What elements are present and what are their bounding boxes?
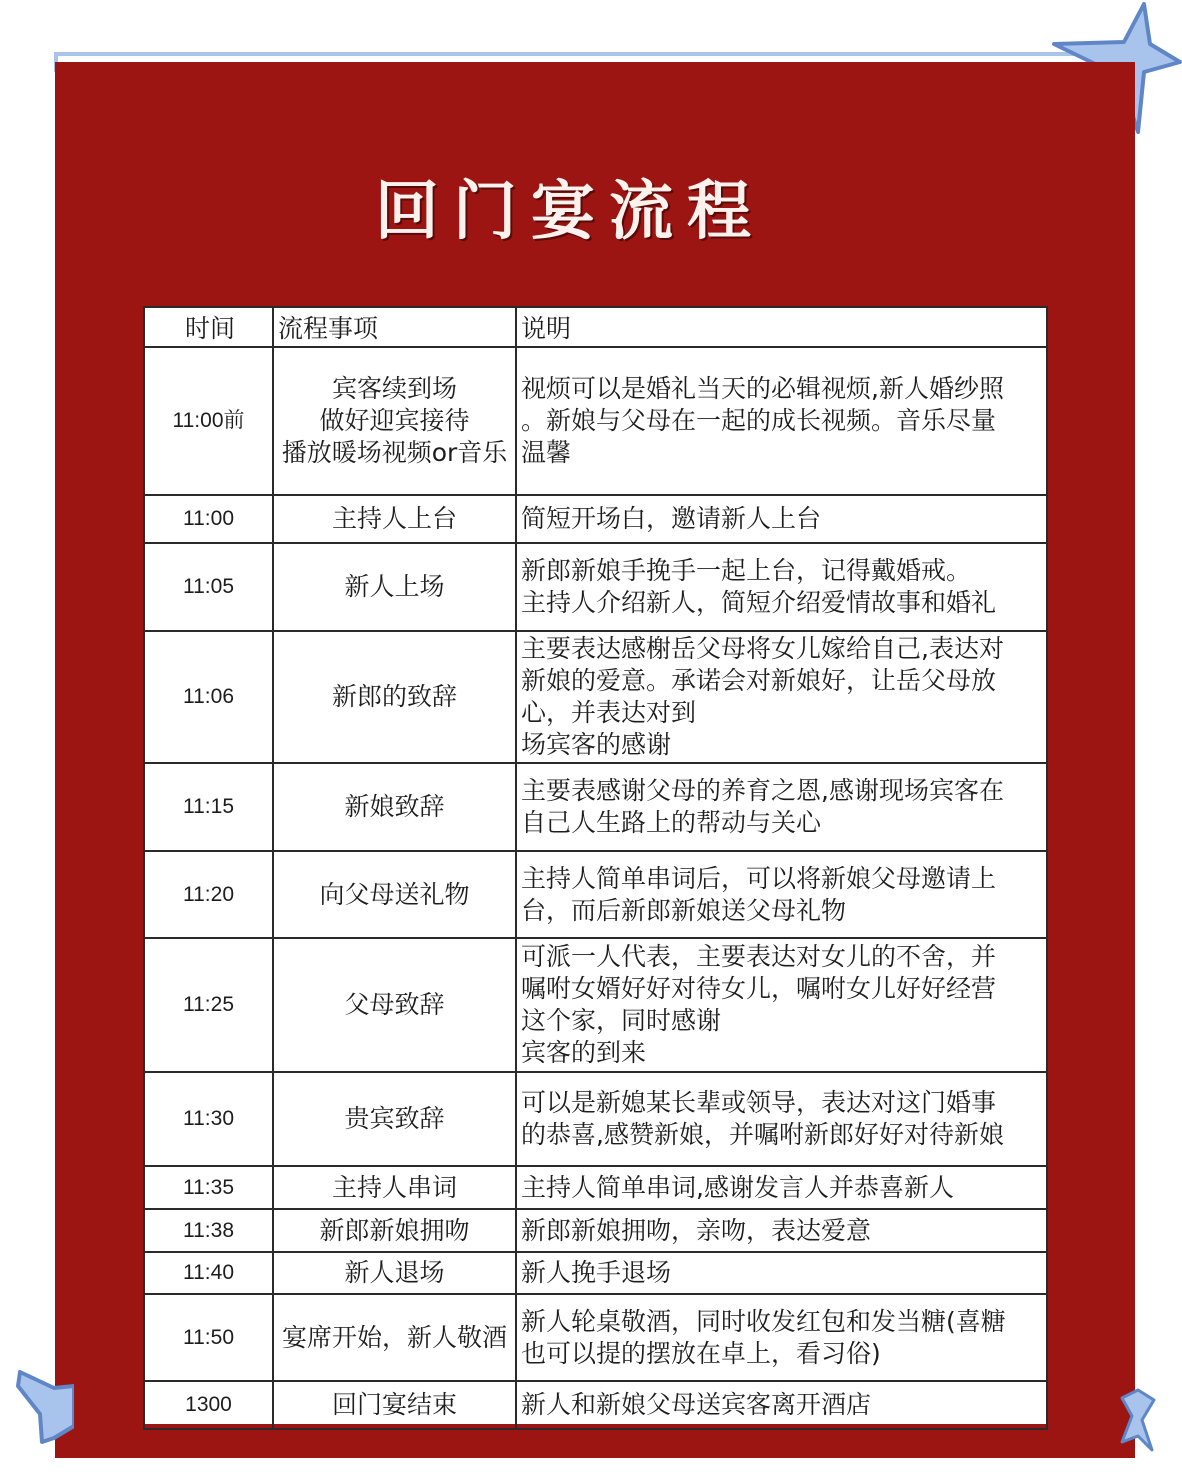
cell-description-line: 这个家，同时感谢	[521, 1006, 722, 1035]
cell-description	[516, 1252, 1047, 1294]
cell-time: 11:00前	[144, 347, 273, 495]
cell-description	[516, 763, 1047, 851]
cell-description	[516, 543, 1047, 631]
cell-description-line: 新郎新娘拥吻，亲吻，表达爱意	[521, 1215, 872, 1245]
cell-item-line: 主持人串词	[331, 1172, 457, 1202]
cell-item	[273, 851, 516, 938]
cell-item-line: 新郎新娘拥吻	[319, 1215, 470, 1245]
cell-item	[273, 1209, 516, 1252]
cell-time: 11:40	[144, 1252, 273, 1294]
cell-item	[273, 543, 516, 631]
cell-item	[273, 1252, 516, 1294]
cell-description	[516, 938, 1047, 1072]
cell-description-line: 场宾客的感谢	[521, 730, 672, 759]
cell-description	[516, 1381, 1047, 1429]
cell-item-line: 回门宴结束	[331, 1390, 457, 1419]
cell-description-line: 台，而后新郎新娘送父母礼物	[521, 895, 847, 925]
cell-description-line: 也可以提的摆放在卓上，看习俗)	[521, 1338, 881, 1368]
table-row	[144, 763, 1047, 851]
cell-item-line: 向父母送礼物	[319, 879, 470, 909]
star-icon	[1118, 1386, 1158, 1456]
cell-description	[516, 347, 1047, 495]
table-row	[144, 1166, 1047, 1209]
cell-description-line: 简短开场白，邀请新人上台	[521, 504, 822, 533]
cell-time: 11:15	[144, 763, 273, 851]
cell-description-line: 宾客的到来	[521, 1038, 647, 1067]
schedule-table	[143, 306, 1046, 1424]
table-row	[144, 495, 1047, 543]
cell-item-line: 主持人上台	[331, 504, 457, 533]
cell-description-line: 新人和新娘父母送宾客离开酒店	[521, 1390, 872, 1419]
cell-description-line: 主要表感谢父母的养育之恩,感谢现场宾客在	[521, 776, 1004, 805]
cell-description-line: 主持人简单串词后，可以将新娘父母邀请上	[521, 863, 997, 893]
cell-item	[273, 631, 516, 763]
cell-item	[273, 763, 516, 851]
cell-description-line: 新娘的爱意。承诺会对新娘好，让岳父母放	[521, 666, 997, 695]
cell-time: 11:30	[144, 1072, 273, 1166]
cell-description-line: 主要表达感榭岳父母将女儿嫁给自己,表达对	[521, 634, 1004, 663]
table-row	[144, 938, 1047, 1072]
cell-description-line: 新郎新娘手挽手一起上台，记得戴婚戒。	[521, 556, 972, 585]
cell-item-line: 新郎的致辞	[331, 682, 457, 711]
cell-time: 11:50	[144, 1294, 273, 1381]
cell-item	[273, 495, 516, 543]
cell-description-line: 主持人介绍新人，简短介绍爱情故事和婚礼	[521, 588, 997, 617]
cell-description	[516, 851, 1047, 938]
cell-item-line: 贵宾致辞	[344, 1104, 445, 1133]
cell-description-line: 新人挽手退场	[521, 1258, 672, 1287]
cell-time: 11:05	[144, 543, 273, 631]
cell-time: 11:00	[144, 495, 273, 543]
cell-description-line: 的恭喜,感赞新娘，并嘱咐新郎好好对待新娘	[521, 1120, 1004, 1149]
cell-description-line: 可以是新媳某长辈或领导，表达对这门婚事	[521, 1088, 997, 1117]
cell-description	[516, 631, 1047, 763]
table-row	[144, 1072, 1047, 1166]
table-row	[144, 347, 1047, 495]
decorative-top-line	[56, 52, 1146, 56]
cell-item	[273, 1166, 516, 1209]
cell-description	[516, 1072, 1047, 1166]
cell-item	[273, 1294, 516, 1381]
table-row	[144, 631, 1047, 763]
cell-description-line: 主持人简单串词,感谢发言人并恭喜新人	[521, 1172, 954, 1202]
cell-time: 11:20	[144, 851, 273, 938]
cell-item-line: 新人退场	[344, 1258, 445, 1287]
table-row	[144, 1381, 1047, 1429]
table-row	[144, 1252, 1047, 1294]
cell-description-line: 温馨	[521, 438, 572, 467]
table-row	[144, 1209, 1047, 1252]
cell-item-line: 新娘致辞	[344, 792, 445, 821]
cell-description-line: 自己人生路上的帮动与关心	[521, 808, 822, 837]
cell-item	[273, 938, 516, 1072]
page-title: 回门宴流程	[375, 174, 765, 249]
cell-description	[516, 495, 1047, 543]
cell-description-line: 心，并表达对到	[521, 698, 697, 727]
cell-item	[273, 347, 516, 495]
star-icon	[14, 1366, 74, 1446]
cell-item-line: 宴席开始，新人敬酒	[281, 1322, 507, 1352]
cell-item-line: 父母致辞	[344, 990, 445, 1019]
cell-description-line: 嘱咐女婿好好对待女儿，嘱咐女儿好好经营	[521, 974, 997, 1003]
cell-item	[273, 1072, 516, 1166]
header-item: 流程事项	[273, 307, 516, 347]
cell-description	[516, 1294, 1047, 1381]
cell-description-line: 。新娘与父母在一起的成长视频。音乐尽量	[521, 406, 997, 435]
cell-item-line: 新人上场	[344, 572, 445, 601]
table-header-row	[144, 307, 1047, 347]
cell-description	[516, 1209, 1047, 1252]
cell-time: 11:38	[144, 1209, 273, 1252]
cell-description	[516, 1166, 1047, 1209]
cell-description-line: 新人轮桌敬酒，同时收发红包和发当糖(喜糖	[521, 1306, 1006, 1336]
header-time: 时间	[144, 307, 273, 347]
cell-time: 11:25	[144, 938, 273, 1072]
table-row	[144, 851, 1047, 938]
cell-item	[273, 1381, 516, 1429]
cell-time: 11:06	[144, 631, 273, 763]
cell-time: 1300	[144, 1381, 273, 1429]
cell-item-line: 播放暖场视频or音乐	[281, 438, 508, 467]
cell-item-line: 宾客续到场	[331, 374, 457, 403]
cell-time: 11:35	[144, 1166, 273, 1209]
cell-item-line: 做好迎宾接待	[319, 406, 470, 435]
cell-description-line: 视烦可以是婚礼当天的必辑视烦,新人婚纱照	[521, 374, 1004, 403]
table-row	[144, 543, 1047, 631]
header-desc: 说明	[516, 307, 1047, 347]
table-row	[144, 1294, 1047, 1381]
cell-description-line: 可派一人代表，主要表达对女儿的不舍，并	[521, 942, 997, 971]
